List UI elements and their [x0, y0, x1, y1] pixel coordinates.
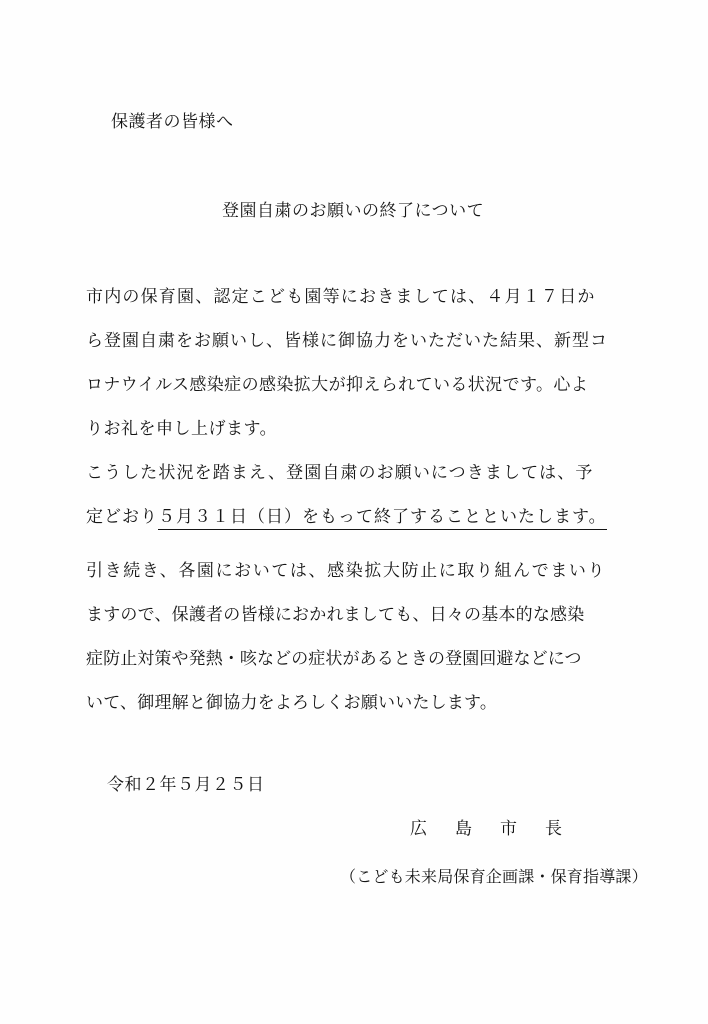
paragraph-3-line-3: 症防止対策や発熱・咳などの症状があるときの登園回避などにつ [86, 649, 582, 669]
paragraph-2-line-1: こうした状況を踏まえ、登園自粛のお願いにつきましては、予 [86, 463, 594, 483]
addressee: 保護者の皆様へ [111, 112, 234, 132]
paragraph-1-line-4: りお礼を申し上げます。 [86, 419, 278, 439]
paragraph-3-line-2: ますので、保護者の皆様におかれましても、日々の基本的な感染 [86, 605, 585, 625]
paragraph-2-line-2-prefix: 定どおり [86, 507, 158, 527]
document-title: 登園自粛のお願いの終了について [222, 201, 485, 221]
paragraph-1-line-1: 市内の保育園、認定こども園等におきましては、４月１７日か [86, 287, 596, 307]
paragraph-2-line-2 [86, 509, 607, 526]
paragraph-3-line-1: 引き続き、各園においては、感染拡大防止に取り組んでまいり [86, 561, 607, 581]
department-name: （こども未来局保育企画課・保育指導課） [340, 867, 648, 886]
paragraph-1-line-2: ら登園自粛をお願いし、皆様に御協力をいただいた結果、新型コ [86, 331, 608, 351]
paragraph-3-line-4: いて、御理解と御協力をよろしくお願いいたします。 [86, 693, 498, 713]
signer-title: 広島市長 [410, 819, 590, 839]
end-date-emphasis: ５月３１日（日）をもって終了することといたします。 [158, 507, 607, 530]
issue-date: 令和２年５月２５日 [107, 775, 265, 795]
paragraph-1-line-3: ロナウイルス感染症の感染拡大が抑えられている状況です。心よ [86, 375, 589, 395]
